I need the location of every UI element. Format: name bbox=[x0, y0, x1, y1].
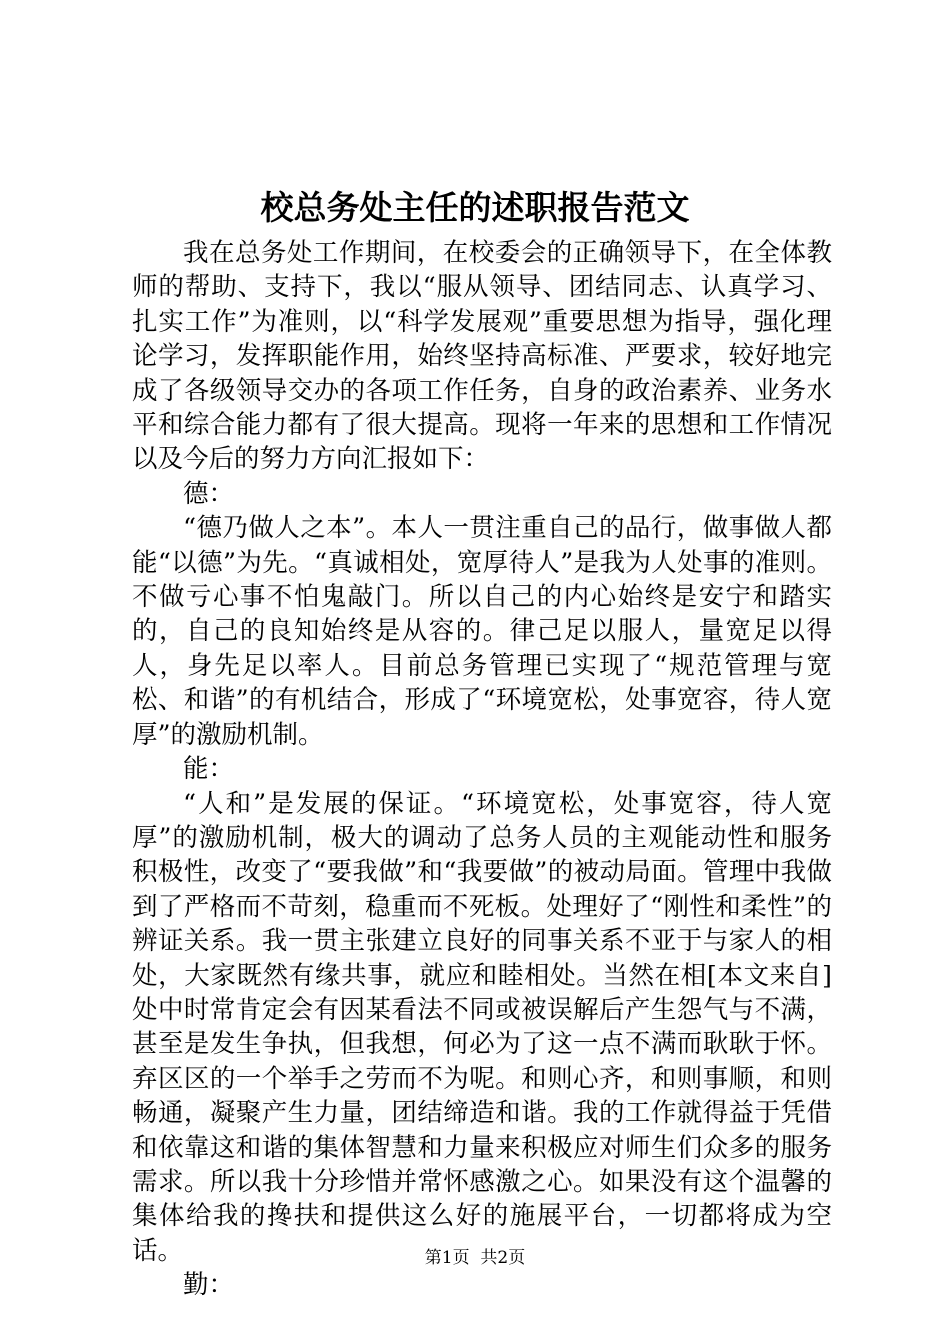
de-paragraph: “德乃做人之本”。本人一贯注重自己的品行，做事做人都能“以德”为先。“真诚相处，宽厚待人”是我为人处事的准则。不做亏心事不怕鬼敲门。所以自己的内心始终是安宁和踏实的，自己的良知始终是从容的。律己足以服人，量宽足以得人，身先足以率人。目前总务管理已实现了“规范管理与宽松、和谐”的有机结合，形成了“环境宽松，处事宽容，待人宽厚”的激励机制。 bbox=[132, 513, 832, 750]
document-body bbox=[132, 236, 832, 1303]
document-title: 校总务处主任的述职报告范文 bbox=[260, 188, 690, 227]
intro-paragraph: 我在总务处工作期间，在校委会的正确领导下，在全体教师的帮助、支持下，我以“服从领导、团结同志、认真学习、扎实工作”为准则，以“科学发展观”重要思想为指导，强化理论学习，发挥职能作用，始终坚持高标准、严要求，较好地完成了各级领导交办的各项工作任务，自身的政治素养、业务水平和综合能力都有了很大提高。现将一年来的思想和工作情况以及今后的努力方向汇报如下： bbox=[132, 238, 832, 475]
section-heading-neng: 能： bbox=[183, 754, 235, 785]
neng-paragraph: “人和”是发展的保证。“环境宽松，处事宽容，待人宽厚”的激励机制，极大的调动了总务人员的主观能动性和服务积极性，改变了“要我做”和“我要做”的被动局面。管理中我做到了严格而不苛刻，稳重而不死板。处理好了“刚性和柔性”的辨证关系。我一贯主张建立良好的同事关系不亚于与家人的相处，大家既然有缘共事，就应和睦相处。当然在相[本文来自]处中时常肯定会有因某看法不同或被误解后产生怨气与不满，甚至是发生争执，但我想，何必为了这一点不满而耿耿于怀。弃区区的一个举手之劳而不为呢。和则心齐，和则事顺，和则畅通，凝聚产生力量，团结缔造和谐。我的工作就得益于凭借和依靠这和谐的集体智慧和力量来积极应对师生们众多的服务需求。所以我十分珍惜并常怀感激之心。如果没有这个温馨的集体给我的搀扶和提供这么好的施展平台，一切都将成为空话。 bbox=[132, 788, 832, 1266]
page-number: 第1页 共2页 bbox=[424, 1248, 526, 1268]
page-footer bbox=[0, 1247, 950, 1269]
section-heading-de: 德： bbox=[183, 478, 235, 509]
section-heading-qin: 勤： bbox=[183, 1270, 235, 1301]
